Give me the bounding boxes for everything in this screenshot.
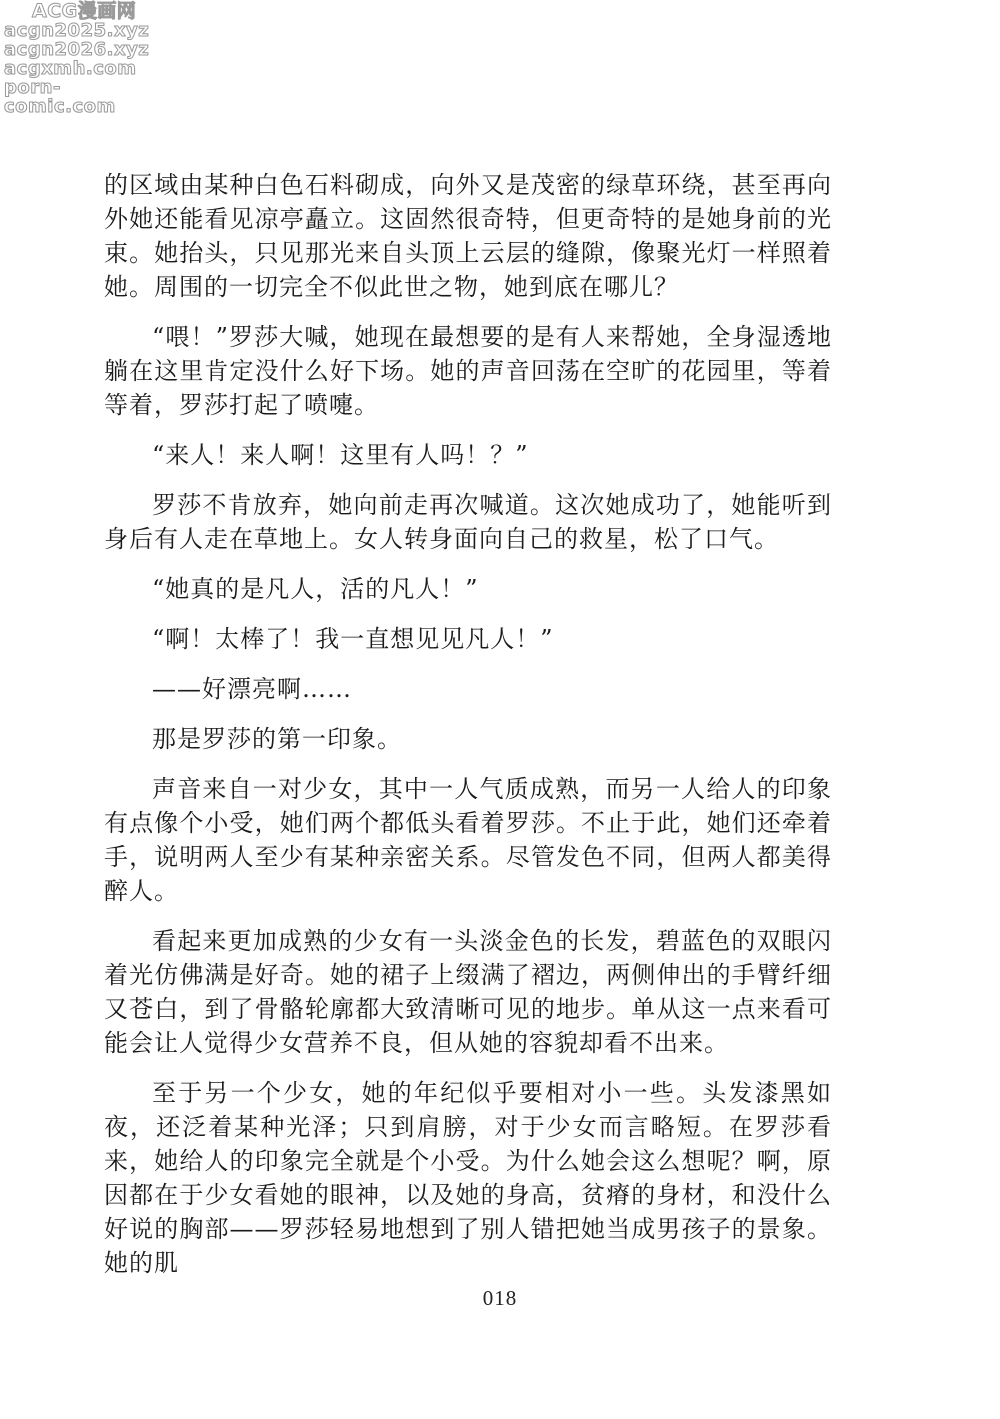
- watermark-domain: acgn2025.xyz: [4, 20, 150, 41]
- paragraph: 至于另一个少女，她的年纪似乎要相对小一些。头发漆黑如夜，还泛着某种光泽；只到肩膀，对于少女而言略短。在罗莎看来，她给人的印象完全就是个小受。为什么她会这么想呢？啊，原因都在于少女看她的眼神，以及她的身高，贫瘠的身材，和没什么好说的胸部——罗莎轻易地想到了别人错把她当成男孩子的景象。她的肌: [104, 1079, 832, 1277]
- watermark-domain: acgxmh.com: [4, 58, 137, 79]
- watermark: [4, 2, 154, 116]
- paragraph: “来人！来人啊！这里有人吗！？”: [152, 441, 529, 469]
- watermark-title: ACG漫画网: [32, 0, 137, 22]
- paragraph: “啊！太棒了！我一直想见见凡人！”: [152, 625, 554, 653]
- paragraph: 那是罗莎的第一印象。: [152, 725, 402, 753]
- watermark-domain: acgn2026.xyz: [4, 39, 150, 60]
- paragraph: ——好漂亮啊……: [152, 675, 352, 703]
- body-text: [104, 168, 832, 1296]
- paragraph: “喂！”罗莎大喊，她现在最想要的是有人来帮她，全身湿透地躺在这里肯定没什么好下场。她的声音回荡在空旷的花园里，等着等着，罗莎打起了喷嚏。: [104, 323, 832, 419]
- paragraph: 声音来自一对少女，其中一人气质成熟，而另一人给人的印象有点像个小受，她们两个都低头看着罗莎。不止于此，她们还牵着手，说明两人至少有某种亲密关系。尽管发色不同，但两人都美得醉人。: [104, 775, 832, 905]
- paragraph: 的区域由某种白色石料砌成，向外又是茂密的绿草环绕，甚至再向外她还能看见凉亭矗立。这固然很奇特，但更奇特的是她身前的光束。她抬头，只见那光来自头顶上云层的缝隙，像聚光灯一样照着她。周围的一切完全不似此世之物，她到底在哪儿？: [104, 171, 832, 301]
- paragraph: 罗莎不肯放弃，她向前走再次喊道。这次她成功了，她能听到身后有人走在草地上。女人转身面向自己的救星，松了口气。: [104, 491, 832, 553]
- paragraph: “她真的是凡人，活的凡人！”: [152, 575, 479, 603]
- paragraph: 看起来更加成熟的少女有一头淡金色的长发，碧蓝色的双眼闪着光仿佛满是好奇。她的裙子上缀满了褶边，两侧伸出的手臂纤细又苍白，到了骨骼轮廓都大致清晰可见的地步。单从这一点来看可能会让人觉得少女营养不良，但从她的容貌却看不出来。: [104, 927, 832, 1057]
- page-number: 018: [482, 1286, 518, 1310]
- watermark-domain: porn-comic.com: [4, 77, 116, 117]
